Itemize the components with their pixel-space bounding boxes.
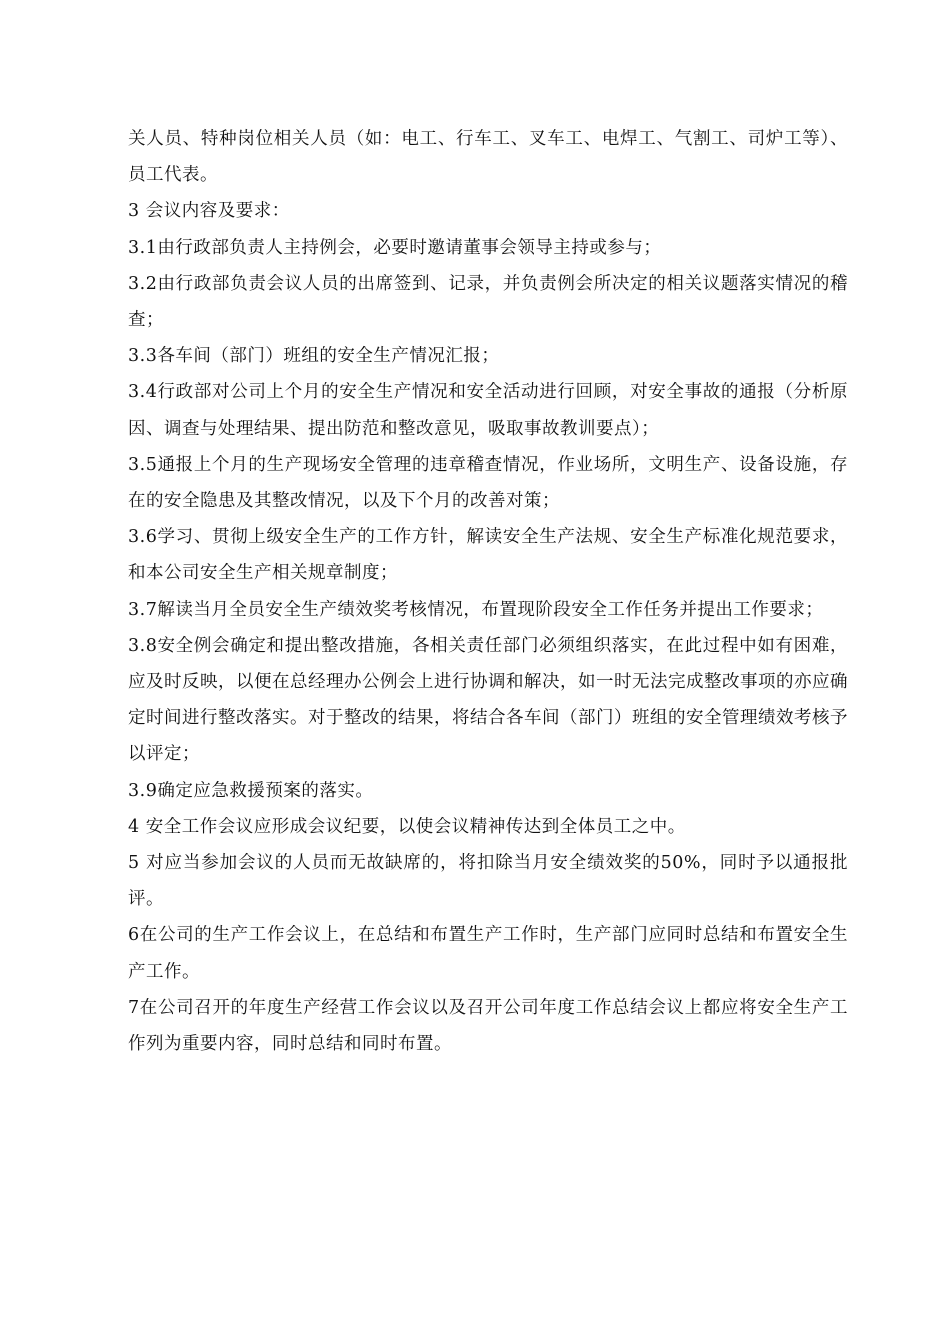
heading-meeting-content: 3 会议内容及要求：	[128, 201, 290, 222]
paragraph-3-6: 3.6学习、贯彻上级安全生产的工作方针，解读安全生产法规、安全生产标准化规范要求，和本公司安全生产相关规章制度；	[128, 527, 848, 584]
paragraph-attendees-cont: 关人员、特种岗位相关人员（如：电工、行车工、叉车工、电焊工、气割工、司炉工等）、员工代表。	[128, 129, 848, 186]
paragraph-3-2: 3.2由行政部负责会议人员的出席签到、记录，并负责例会所决定的相关议题落实情况的稽查；	[128, 273, 848, 331]
paragraph-7: 7在公司召开的年度生产经营工作会议以及召开公司年度工作总结会议上都应将安全生产工作列为重要内容，同时总结和同时布置。	[128, 997, 848, 1055]
paragraph-3-4: 3.4行政部对公司上个月的安全生产情况和安全活动进行回顾，对安全事故的通报（分析原因、调查与处理结果、提出防范和整改意见，吸取事故教训要点）；	[128, 382, 848, 439]
paragraph-4: 4 安全工作会议应形成会议纪要，以使会议精神传达到全体员工之中。	[128, 816, 686, 837]
paragraph-3-8: 3.8安全例会确定和提出整改措施，各相关责任部门必须组织落实，在此过程中如有困难，应及时反映，以便在总经理办公例会上进行协调和解决，如一时无法完成整改事项的亦应确定时间进行整改落实。对于整改的结果，将结合各车间（部门）班组的安全管理绩效考核予以评定；	[128, 635, 848, 765]
paragraph-6: 6在公司的生产工作会议上，在总结和布置生产工作时，生产部门应同时总结和布置安全生产工作。	[128, 925, 848, 982]
paragraph-3-7: 3.7解读当月全员安全生产绩效奖考核情况，布置现阶段安全工作任务并提出工作要求；	[128, 599, 824, 620]
paragraph-3-1: 3.1由行政部负责人主持例会，必要时邀请董事会领导主持或参与；	[128, 237, 662, 258]
paragraph-3-9: 3.9确定应急救援预案的落实。	[128, 780, 374, 801]
paragraph-3-5: 3.5通报上个月的生产现场安全管理的违章稽查情况，作业场所，文明生产、设备设施，存在的安全隐患及其整改情况，以及下个月的改善对策；	[128, 454, 848, 512]
paragraph-3-3: 3.3各车间（部门）班组的安全生产情况汇报；	[128, 346, 500, 367]
paragraph-5: 5 对应当参加会议的人员而无故缺席的，将扣除当月安全绩效奖的50%，同时予以通报批评。	[128, 853, 848, 910]
document-body	[128, 121, 848, 1062]
